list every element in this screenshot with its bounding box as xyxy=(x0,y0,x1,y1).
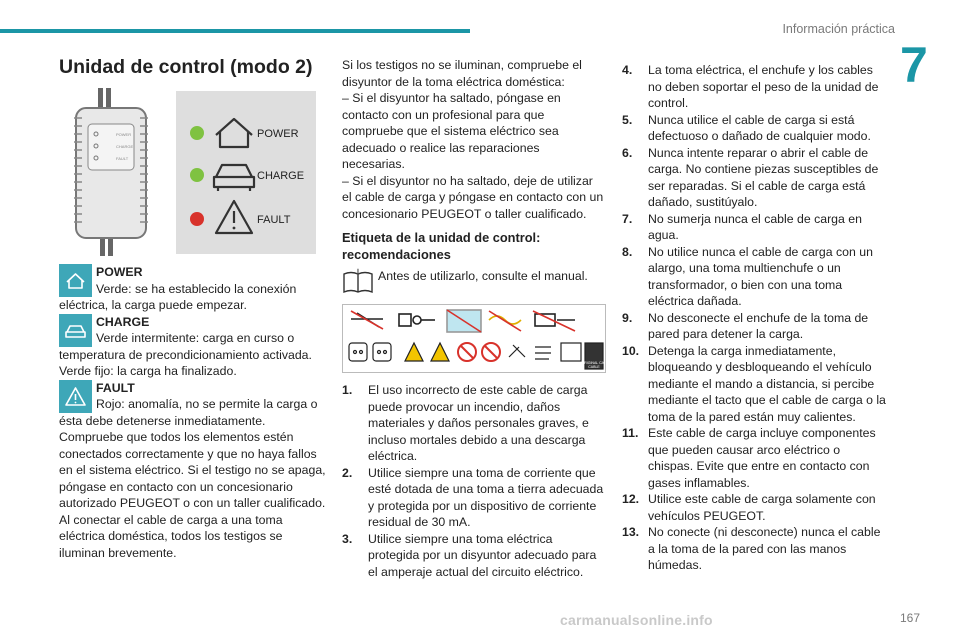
manual-note xyxy=(342,268,604,296)
recommendations-list-a xyxy=(342,382,604,580)
list-item: 5. Nunca utilice el cable de carga si está defectuoso o dañado de cualquier modo. xyxy=(622,112,871,143)
list-item: 4. La toma eléctrica, el enchufe y los cables no deben soportar el peso de la unidad de control. xyxy=(622,63,879,110)
list-item: 8. No utilice nunca el cable de carga con un alargo, una toma multienchufe o un transformador, o bien con una toma eléctrica dañada. xyxy=(622,244,873,308)
breaker-not-tripped: – Si el disyuntor no ha saltado, deje de utilizar el cable de carga y póngase en contacto con un concesionario PEUGEOT o taller cualificado. xyxy=(342,173,604,221)
legend-fault-text: Rojo: anomalía, no se permite la carga o ésta debe detenerse inmediatamente. Compruebe que todos los elementos estén conectados correctamente y que no haya fallos en el sistema eléctrico. Si el testigo no se apaga, póngase en contacto con un concesionario autorizado PEUGEOT o con un taller cualificado. Al conectar el cable de carga a una toma eléctrica doméstica, todos los testigos se iluminan brevemente. xyxy=(59,397,326,560)
legend-column xyxy=(59,264,327,561)
breaker-intro: Si los testigos no se iluminan, compruebe el disyuntor de la toma eléctrica doméstica: xyxy=(342,58,582,89)
list-item: 2. Utilice siempre una toma de corriente que esté dotada de una toma a tierra adecuada y protegida por un dispositivo de corriente residual de 30 mA. xyxy=(342,465,604,529)
home-icon xyxy=(216,119,252,147)
manual-note-text: Antes de utilizarlo, consulte el manual. xyxy=(378,269,588,283)
legend-power xyxy=(59,264,327,314)
svg-text:i: i xyxy=(357,268,359,275)
legend-fault-title: FAULT xyxy=(96,380,135,395)
panel-label-power: POWER xyxy=(257,128,299,140)
device-label-charge: CHARGE xyxy=(116,144,134,149)
car-icon xyxy=(214,165,254,191)
page-title: Unidad de control (modo 2) xyxy=(59,56,313,78)
fault-indicator-light xyxy=(190,212,204,226)
panel-label-fault: FAULT xyxy=(257,214,291,226)
list-item: 12. Utilice este cable de carga solamente con vehículos PEUGEOT. xyxy=(622,492,876,523)
warning-label-image xyxy=(342,304,606,373)
panel-label-charge: CHARGE xyxy=(257,170,305,182)
legend-power-text: Verde: se ha establecido la conexión eléctrica, la carga puede empezar. xyxy=(59,281,297,312)
legend-charge-title: CHARGE xyxy=(96,314,150,329)
legend-charge xyxy=(59,314,327,380)
charge-indicator-light xyxy=(190,168,204,182)
section-title: Información práctica xyxy=(782,22,895,36)
list-item: 10. Detenga la carga inmediatamente, bloqueando y desbloqueando el vehículo mediante el mando a distancia, si percibe mediante el tacto que el cable de carga o la toma de la pared están muy calientes. xyxy=(622,343,886,424)
legend-fault xyxy=(59,380,327,562)
warning-icon xyxy=(59,380,92,413)
list-item: 3. Utilice siempre una toma eléctrica protegida por un disyuntor adecuado para el amperaje actual del circuito eléctrico. xyxy=(342,531,597,579)
legend-power-title: POWER xyxy=(96,265,143,279)
label-recommendations-heading: Etiqueta de la unidad de control: recomendaciones xyxy=(342,230,541,262)
page-number: 167 xyxy=(900,611,921,625)
power-indicator-light xyxy=(190,126,204,140)
car-icon xyxy=(59,314,92,347)
indicator-panel xyxy=(176,91,316,254)
prohibition-icons-row xyxy=(351,310,575,332)
list-item: 6. Nunca intente reparar o abrir el cable de carga. No contiene piezas susceptibles de ser reparadas. Si el cable de carga está dañado, sustitúyalo. xyxy=(622,145,879,209)
chapter-number: 7 xyxy=(900,37,928,93)
list-item: 1. El uso incorrecto de este cable de carga puede provocar un incendio, daños materiales y daños personales graves, e incluso mortales debido a una descarga eléctrica. xyxy=(342,383,589,463)
recommendations-list-b xyxy=(622,62,887,574)
home-icon xyxy=(59,264,92,297)
control-unit-illustration xyxy=(72,88,162,256)
manual-icon xyxy=(342,268,374,296)
list-item: 11. Este cable de carga incluye componentes que pueden causar arco eléctrico o chispas. Evite que entre en contacto con gases inflamables. xyxy=(622,426,876,490)
checks-column xyxy=(342,57,604,580)
label-text-cable: CABLE xyxy=(588,365,600,369)
list-item: 7. No sumerja nunca el cable de carga en agua. xyxy=(622,211,862,242)
list-item: 9. No desconecte el enchufe de la toma de pared para detener la carga. xyxy=(622,310,869,341)
breaker-tripped: – Si el disyuntor ha saltado, póngase en contacto con un profesional para que compruebe que el sistema eléctrico sea adecuado o realice las reparaciones necesarias. xyxy=(342,91,561,171)
recommendations-column xyxy=(622,62,887,574)
legend-charge-text: Verde intermitente: carga en curso o temperatura de precondicionamiento activada. Verde fijo: la carga ha finalizado. xyxy=(59,331,312,378)
device-label-fault: FAULT xyxy=(116,156,129,161)
label-text-original: ORIGINAL CAR xyxy=(581,361,605,365)
safety-icons-row xyxy=(349,343,603,369)
device-label-power: POWER xyxy=(116,132,132,137)
header-accent-bar xyxy=(0,29,470,33)
list-item: 13. No conecte (ni desconecte) nunca el cable a la toma de la pared con las manos húmedas. xyxy=(622,525,881,572)
watermark: carmanualsonline.info xyxy=(560,612,713,628)
